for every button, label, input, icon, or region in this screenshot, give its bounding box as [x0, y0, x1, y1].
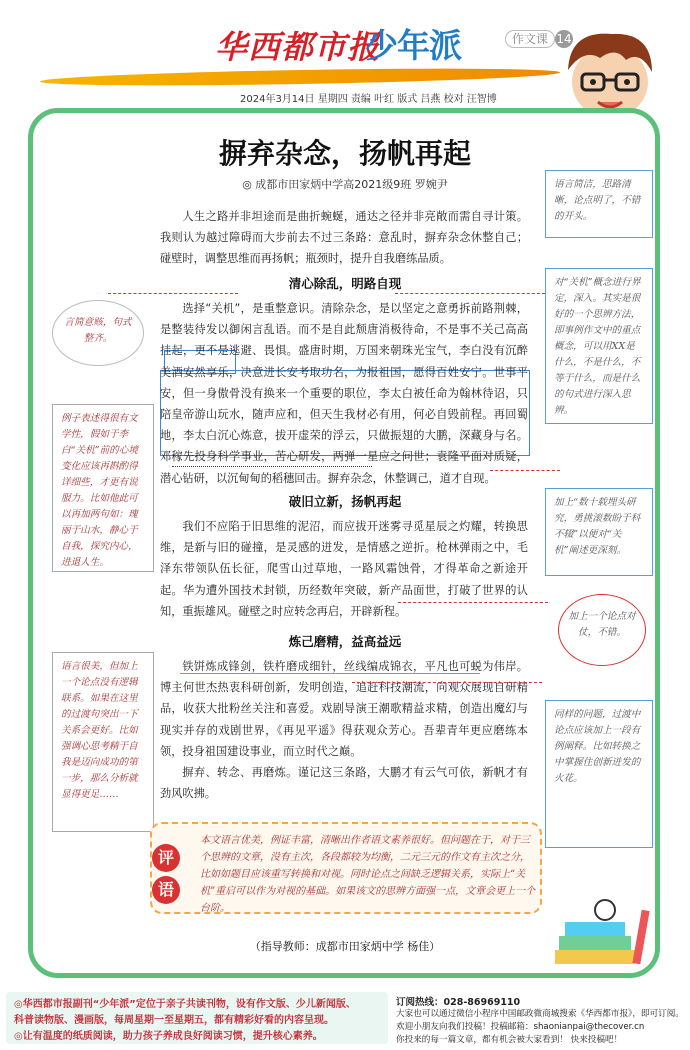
intro-paragraph: 人生之路并非坦途而是曲折蜿蜒，通达之径并非亮敞而需自寻计策。我则认为越过障碍而大步前去不过三条路：意乱时，摒弃杂念休整自己；碰壁时，调整思维而再扬帆；瓶颈时，提升自我磨练品质。: [160, 210, 528, 266]
column-logo: 少年派: [365, 26, 461, 65]
column-badge: 作文课: [505, 30, 555, 48]
teacher-credit: （指导教师：成都市田家炳中学 杨佳）: [249, 940, 441, 953]
connector-right-2: [395, 293, 545, 294]
article-author: ◎ 成都市田家炳中学高2021级9班 罗婉尹: [242, 178, 448, 191]
connector-left-1: [108, 293, 238, 294]
footer-line-3: ◎让有温度的纸质阅读，助力孩子养成良好阅读习惯，提升核心素养。: [14, 1031, 323, 1042]
section-heading-1: 清心除乱，明路自现: [288, 276, 402, 291]
section-heading-3: 炼己磨精，益高益远: [288, 634, 402, 649]
header-swoosh: [40, 65, 560, 88]
subscribe-info: 大家也可以通过微信小程序中国邮政微商城搜索《华西都市报》，即可订阅。: [396, 1009, 684, 1019]
section-heading-2: 破旧立新，扬帆再起: [288, 494, 402, 509]
comment-text: 本文语言优美，例证丰富，清晰出作者语文素养很好。但问题在于，对于三个思辨的文章，没有主次，各段都较为均衡，二元三元的作文有主次之分，比如如题目应该重写转换和对视。同时论点之间缺乏逻辑关系，实际上“关机”重启可以作为对视的基础。如果该文的思辨方面强一点，文章会更上一个台阶。: [200, 835, 536, 914]
side-note-left-3: 语言很美，但加上一个论点没有逻辑联系。如果在这里的过渡句突出一下关系会更好。比如强调心思考精于自我是迈向成功的第一步，那么分析就显得更足……: [52, 652, 154, 832]
ending-paragraph: 摒弃、转念、再磨炼。谨记这三条路，大鹏才有云气可依，新帆才有劲风吹拂。: [160, 766, 528, 801]
side-note-left-1: 言简意赅，句式整齐。: [52, 300, 144, 366]
connector-right-3: [490, 470, 560, 471]
subscribe-hotline: 订阅热线：028-86969110: [396, 997, 521, 1008]
connector-right-5: [352, 682, 542, 683]
books-illustration-icon: [545, 890, 665, 980]
submission-invite: 你投来的每一篇文章，都有机会被大家看到！ 快来投稿吧！: [396, 1035, 623, 1045]
dateline: 2024年3月14日 星期四 责编 叶红 版式 吕燕 校对 汪智博: [240, 94, 497, 105]
side-note-right-1: 语言简洁，思路清晰，论点明了，不错的开头。: [545, 170, 653, 238]
comment-badge-1: 评: [152, 844, 180, 872]
side-note-right-4: 加上一个论点对仗，不错。: [558, 594, 646, 666]
section-paragraph-1: 选择“关机”，是重整意识。清除杂念，是以坚定之意勇拆前路荆棘，是整装待发以御闲言乱语。而不是自此颓唐消极待命，不是事不关己高高挂起，更不是逃避、畏惧。盛唐时期，万国来朝珠光宝气，李白没有沉醉美酒安然享乐，决意进长安考取功名，为报祖国，愿得百姓安宁。世事平安，但一身傲骨没有换来一个重要的职位，李太白被任命为翰林待诏，只陪皇帝游山玩水，随声应和，但天生我材必有用，何必自毁前程。再回蜀地，李太白沉心炼意，拔开虚荣的浮云，只做振翅的大鹏，深藏身与名。邓稼先投身科学事业，苦心研发，两弹一星应之问世；袁隆平面对质疑，潜心钻研，以沉甸甸的稻穗回击。摒弃杂念，休整调己，道才自现。: [160, 302, 528, 485]
side-note-right-3: 加上“数十载埋头研究，勇挑滚数盼于科不辍”以便对“关机”阐述更深刻。: [545, 488, 653, 576]
side-note-left-2: 例子表述得很有文学性，假如于李白“关机”前的心境变化应该再斟酌得详细些，才更有说服力。比如他此可以再加两句如：瑰丽于山水，静心于自我，探究内心，进退人生。: [52, 404, 154, 572]
page-number: 14: [556, 32, 572, 46]
wavy-underline-1: [172, 466, 372, 467]
comment-badge-2: 语: [152, 876, 180, 904]
connector-right-4: [398, 602, 548, 603]
newspaper-logo: 华西都市报: [215, 28, 381, 66]
submission-email: 欢迎小朋友向我们投稿！投稿邮箱：shaonianpai@thecover.cn: [396, 1022, 645, 1032]
footer-line-2: 科普读物版、漫画版，每周星期一至星期五，都有精彩好看的内容呈现。: [14, 1015, 334, 1026]
footer-line-1: ◎华西都市报副刊“少年派”定位于亲子共读刊物，设有作文版、少儿新闻版、: [14, 999, 356, 1010]
article-title: 摒弃杂念，扬帆再起: [218, 137, 471, 170]
side-note-right-5: 同样的问题，过渡中论点应该加上一段有例阐释。比如转换之中掌握住创新迸发的火花。: [545, 700, 653, 848]
section-paragraph-3: 铁饼炼成锋剑，铁杵磨成细针，丝线编成锦衣，平凡也可蜕为伟岸。博主何世杰热衷科研创新，发明创造，追赶科技潮流，向观众展现自研精品，收获大批粉丝关注和喜爱。戏剧导演王潮歌精益求精，创造出魔幻与现实并存的戏剧世界，《再见平遥》得获观众芳心。吾辈青年更应磨练本领，投身祖国建设事业，而立时代之巅。: [160, 660, 528, 758]
side-note-right-2: 对“关机”概念进行界定，深入。其实是很好的一个思辨方法，即事例作文中的重点概念，可以用XX是什么，不是什么，不等于什么，而是什么的句式进行深入思辨。: [545, 268, 653, 424]
section-paragraph-2: 我们不应陷于旧思维的泥沼，而应拔开迷雾寻觅星辰之灼耀，转换思维，是新与旧的碰撞，是灵感的迸发，是情感之逆折。枪林弹雨之中，毛泽东带领队伍长征，爬雪山过草地，一路风霜蚀骨，才得革命之新途开起。华为遭外国技术封锁，历经数年突破，新产品面世，打破了世界的认知，重振雄风。碰壁之时应转念再启，开辟新程。: [160, 520, 528, 618]
